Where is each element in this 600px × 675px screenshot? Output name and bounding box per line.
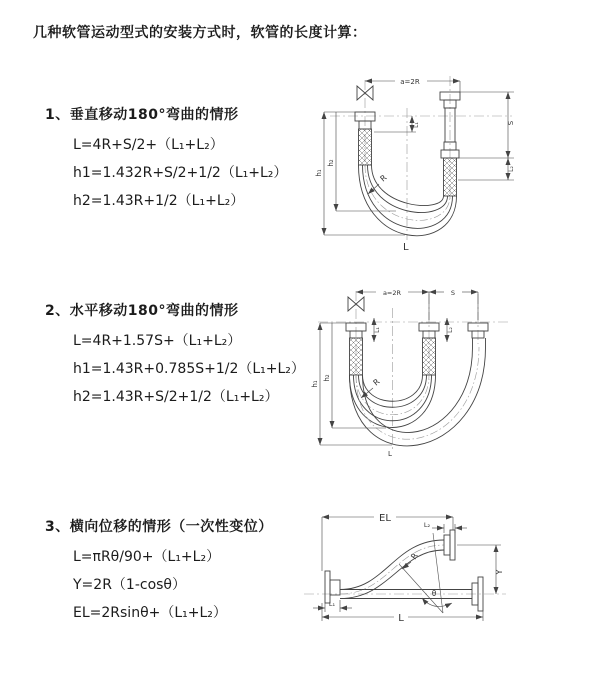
left-pipe-assembly: [346, 323, 366, 375]
left-flange: [325, 571, 340, 603]
dim-label-l2: L₂: [508, 166, 515, 172]
dim-label-length: L: [398, 613, 404, 624]
section-1-formulas: [73, 131, 287, 215]
section-vertical-move: [45, 104, 287, 215]
section-3-heading: 3、横向位移的情形（一次性变位）: [45, 519, 273, 535]
dim-label-h2: h₂: [327, 159, 335, 167]
section-2-formulas: [73, 327, 305, 411]
diagram-lateral-displacement: [296, 501, 596, 646]
formula-y: Y=2R（1-cosθ）: [73, 577, 186, 593]
dim-label-l1: L₁: [328, 600, 336, 608]
dim-label-radius: R: [409, 551, 420, 562]
dim-label-a2r: a=2R: [382, 289, 402, 297]
formula-length: L=4R+S/2+（L₁+L₂）: [73, 137, 224, 153]
dim-label-theta: θ: [431, 589, 437, 598]
formula-h1: h1=1.43R+0.785S+1/2（L₁+L₂）: [73, 361, 305, 377]
dim-label-l2: L₂: [423, 521, 431, 529]
diagram-horizontal-180-bend: [306, 280, 546, 475]
dim-label-length: L: [388, 450, 392, 458]
page-title: 几种软管运动型式的安装方式时，软管的长度计算：: [33, 25, 367, 41]
formula-length: L=πRθ/90+（L₁+L₂）: [73, 549, 221, 565]
section-1-heading: 1、垂直移动180°弯曲的情形: [45, 107, 239, 123]
section-lateral-displacement: [45, 516, 273, 627]
formula-length: L=4R+1.57S+（L₁+L₂）: [73, 333, 242, 349]
section-horizontal-move: [45, 300, 305, 411]
formula-h2: h2=1.43R+1/2（L₁+L₂）: [73, 193, 245, 209]
section-3-formulas: [73, 543, 273, 627]
dim-label-h1: h₁: [315, 169, 323, 177]
formula-h1: h1=1.432R+S/2+1/2（L₁+L₂）: [73, 165, 288, 181]
formula-h2: h2=1.43R+S/2+1/2（L₁+L₂）: [73, 389, 279, 405]
dim-label-radius: R: [378, 173, 389, 184]
dim-label-l2: L₂: [447, 327, 454, 333]
dim-label-radius: R: [371, 377, 382, 388]
dim-label-length: L: [403, 242, 409, 253]
dim-label-s: S: [450, 289, 456, 297]
middle-pipe-assembly: [419, 323, 439, 375]
dim-label-y: Y: [495, 569, 504, 575]
diagram-vertical-180-bend: [312, 68, 552, 263]
dim-label-s: S: [507, 120, 515, 126]
hose-u-arcs: [359, 165, 457, 236]
centerlines: [318, 291, 511, 450]
section-2-heading: 2、水平移动180°弯曲的情形: [45, 303, 239, 319]
dim-label-h1: h₁: [311, 380, 319, 388]
dim-label-a2r: a=2R: [400, 78, 420, 86]
hose-u-arcs-moved: [350, 347, 486, 446]
dim-label-l1: L₁: [374, 327, 381, 333]
dim-label-el: EL: [379, 513, 391, 524]
dimension-lines: [324, 81, 514, 235]
dim-label-h2: h₂: [323, 374, 331, 382]
hose-s-curve: [340, 530, 455, 599]
formula-el: EL=2Rsinθ+（L₁+L₂）: [73, 605, 227, 621]
dim-label-l1: L₁: [413, 122, 420, 128]
dimension-lines: [320, 292, 478, 445]
